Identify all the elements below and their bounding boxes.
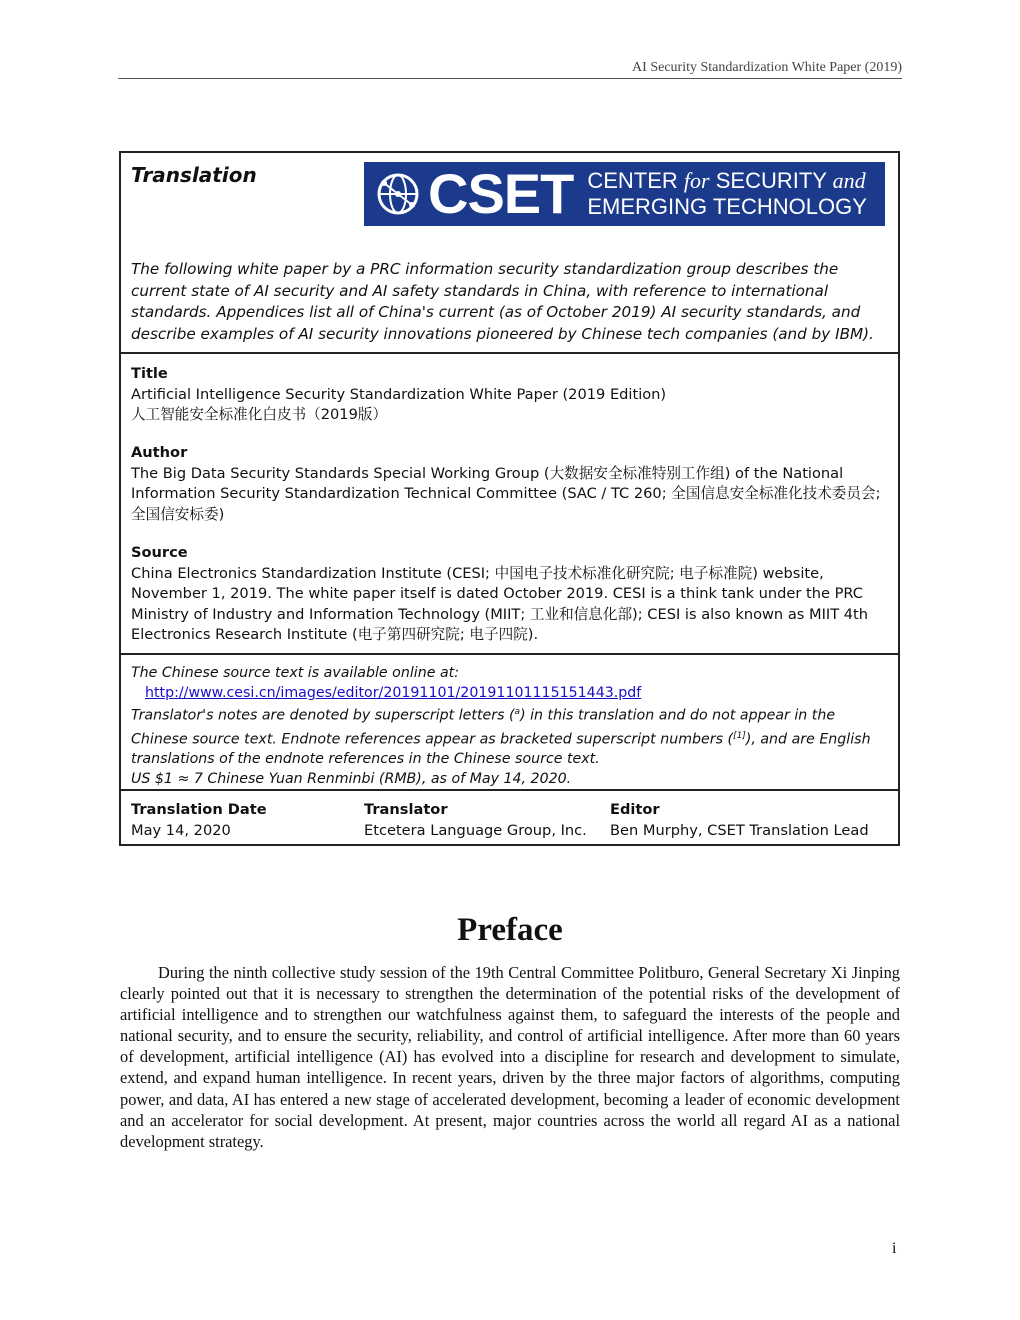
cover-credits-section xyxy=(121,791,898,846)
source-block xyxy=(131,543,891,646)
author-label: Author xyxy=(131,444,188,461)
cover-metadata-section xyxy=(121,354,898,655)
exchange-rate-note: US $1 ≈ 7 Chinese Yuan Renminbi (RMB), as of May 14, 2020. xyxy=(131,770,572,787)
author-text: The Big Data Security Standards Special Working Group (大数据安全标准特别工作组) of the National Information Security Standardization Technical Committee (SAC / TC 260; 全国信息安全标准化技术委员会; 全国信安标委) xyxy=(131,464,881,523)
preface-paragraph: During the ninth collective study session of the 19th Central Committee Politburo, General Secretary Xi Jinping clearly pointed out that it is necessary to strengthen the determination of the potential risks of the development of artificial intelligence and to strengthen our watchfulness against them, to safeguard the interests of the people and national security, and to ensure the security, reliability, and control of artificial intelligence. After more than 60 years of development, artificial intelligence (AI) has evolved into a discipline for research and development to simulate, extend, and expand human intelligence. In recent years, driven by the three major factors of algorithms, computing power, and data, AI has entered a new stage of accelerated development, becoming a leader of economic development and an accelerator for social development. At present, major countries across the world all regard AI as a national development strategy. xyxy=(120,963,900,1151)
title-label: Title xyxy=(131,365,168,382)
title-block xyxy=(131,364,891,426)
credit-translation-date: Translation Date May 14, 2020 xyxy=(131,801,267,839)
cover-top-section xyxy=(121,153,898,354)
source-text: China Electronics Standardization Institute (CESI; 中国电子技术标准化研究院; 电子标准院) website, November 1, 2019. The white paper itself is dated October 2019. CESI is a think tank under the PRC Ministry of Industry and Information Technology (MIIT; 工业和信息化部); CESI is also known as MIIT 4th Electronics Research Institute (电子第四研究院; 电子四院). xyxy=(131,564,869,643)
cset-full-name: CENTER for SECURITY and EMERGING TECHNOLOGY xyxy=(587,168,867,219)
cover-notes-section xyxy=(121,655,898,791)
translation-notes xyxy=(131,664,893,790)
online-intro: The Chinese source text is available online at: xyxy=(131,665,459,681)
source-pdf-link[interactable]: http://www.cesi.cn/images/editor/20191101/20191101115151443.pdf xyxy=(145,684,642,701)
translation-label: Translation xyxy=(131,163,257,187)
translation-cover-box xyxy=(119,151,900,846)
running-title: AI Security Standardization White Paper (2019) xyxy=(632,60,902,75)
globe-network-icon xyxy=(376,172,420,216)
page-number: i xyxy=(892,1240,897,1257)
credit-translator: Translator Etcetera Language Group, Inc. xyxy=(364,801,587,839)
source-label: Source xyxy=(131,544,188,561)
intro-summary: The following white paper by a PRC information security standardization group describes the current state of AI security and AI safety standards in China, with reference to international standards. Appendices list all of China's current (as of October 2019) AI security standards, and describe examples of AI security innovations pioneered by Chinese tech companies (and by IBM). xyxy=(131,260,874,343)
credit-editor: Editor Ben Murphy, CSET Translation Lead xyxy=(610,801,869,839)
cset-wordmark: CSET xyxy=(428,162,574,225)
title-english: Artificial Intelligence Security Standardization White Paper (2019 Edition) xyxy=(131,385,667,403)
preface-heading: Preface xyxy=(457,912,563,948)
running-header xyxy=(118,58,902,79)
title-chinese: 人工智能安全标准化白皮书（2019版） xyxy=(131,406,388,423)
translator-notes: Translator's notes are denoted by superscript letters ($^a$) in this translation and do not appear in the Chinese source text. Endnote references appear as bracketed superscript numbers ([1]), and are English translations of the endnote references in the Chinese source text. xyxy=(131,707,871,768)
cset-logo xyxy=(364,162,885,226)
author-block xyxy=(131,443,891,525)
